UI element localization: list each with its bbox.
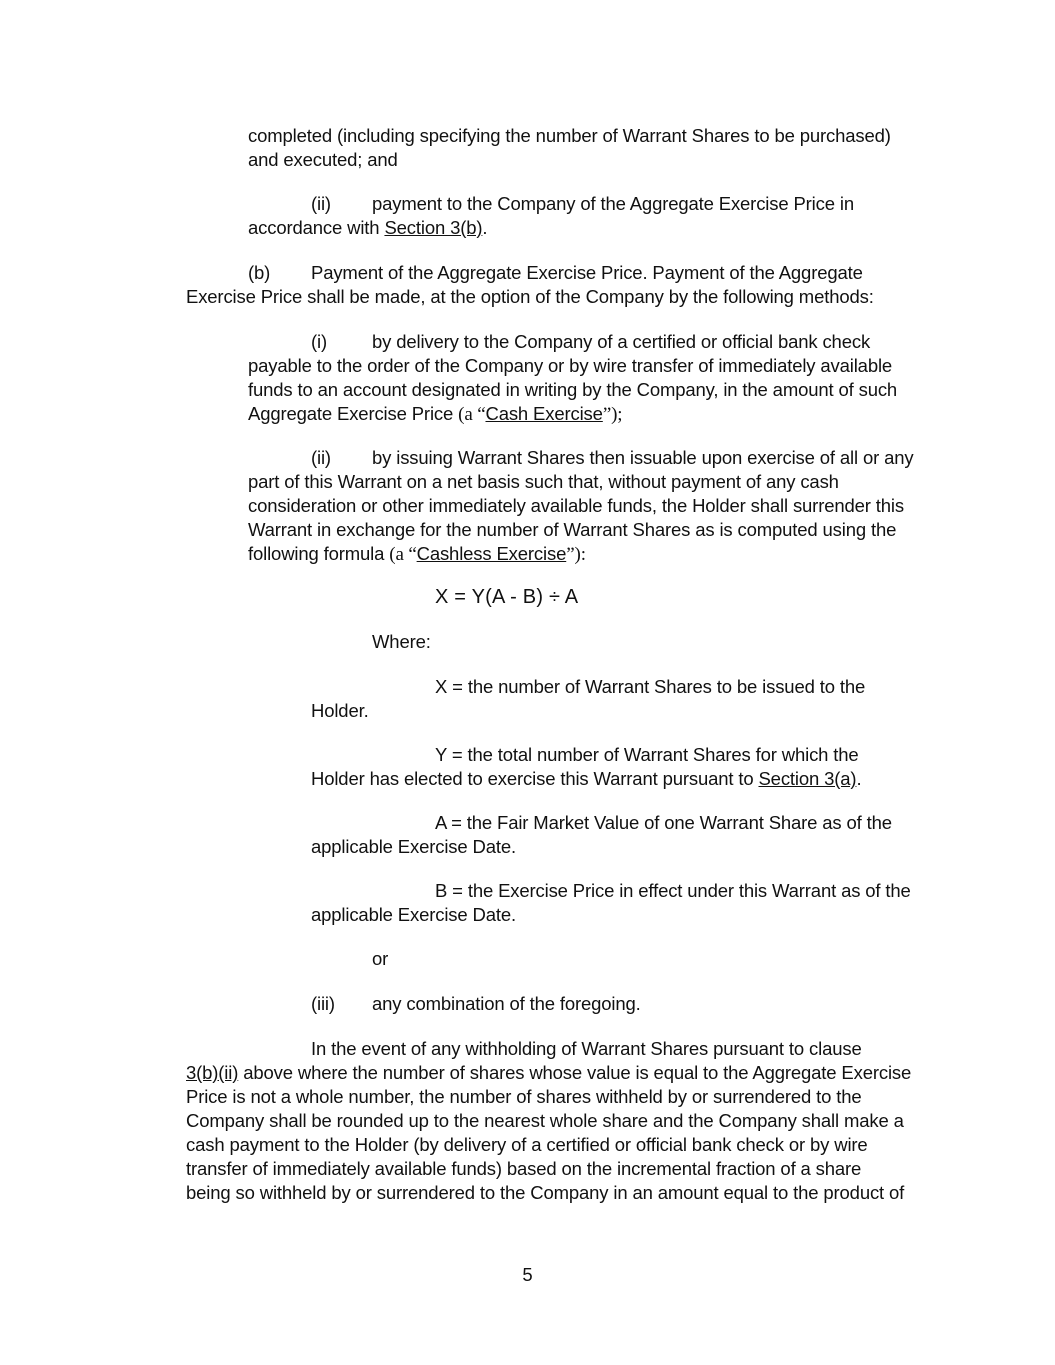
paragraph-line: completed (including specifying the number of Warrant Shares to be purchased) [248,125,891,146]
definition-line: A = the Fair Market Value of one Warrant Share as of the [435,812,892,833]
text-span: (a “ [458,404,486,425]
paragraph-line: cash payment to the Holder (by delivery of a certified or official bank check or by wire [186,1134,868,1155]
paragraph-line [248,402,622,427]
definition-line: applicable Exercise Date. [311,836,516,857]
paragraph-line: any combination of the foregoing. [372,993,641,1014]
text-span: (a “ [389,544,417,565]
text-span: ”); [602,404,623,425]
definition-line: B = the Exercise Price in effect under this Warrant as of the [435,880,911,901]
text-span: ”): [566,544,586,565]
paragraph-line: Exercise Price shall be made, at the option of the Company by the following methods: [186,286,874,307]
where-label: Where: [372,631,431,652]
paragraph-line: part of this Warrant on a net basis such that, without payment of any cash [248,471,839,492]
clause-label: (i) [311,331,327,352]
clause-reference: 3(b)(ii) [186,1062,239,1083]
clause-label: (ii) [311,447,331,468]
section-heading-line: Payment of the Aggregate Exercise Price. Payment of the Aggregate [311,262,863,283]
paragraph-line: by issuing Warrant Shares then issuable upon exercise of all or any [372,447,914,468]
section-reference: Section 3(a) [758,768,857,789]
text-span: above where the number of shares whose value is equal to the Aggregate Exercise [238,1062,912,1083]
text-span: . [482,217,488,238]
section-reference: Section 3(b) [384,217,483,238]
paragraph-line [248,542,586,567]
clause-label: (iii) [311,993,335,1014]
clause-label: (b) [248,262,271,283]
paragraph-line: Warrant in exchange for the number of Warrant Shares as is computed using the [248,519,897,540]
paragraph-line [186,1061,911,1085]
paragraph-line: being so withheld by or surrendered to the Company in an amount equal to the product of [186,1182,905,1203]
definition-line [311,767,861,791]
paragraph-line: payment to the Company of the Aggregate Exercise Price in [372,193,854,214]
paragraph-line: consideration or other immediately available funds, the Holder shall surrender this [248,495,904,516]
definition-line: Holder. [311,700,369,721]
definition-line: X = the number of Warrant Shares to be issued to the [435,676,866,697]
formula: X = Y(A - B) ÷ A [435,586,579,608]
paragraph-line: transfer of immediately available funds) based on the incremental fraction of a share [186,1158,862,1179]
paragraph-line: funds to an account designated in writing by the Company, in the amount of such [248,379,898,400]
page-number: 5 [522,1264,533,1285]
definition-line: Y = the total number of Warrant Shares for which the [435,744,859,765]
text-span: . [856,768,862,789]
text-span: Aggregate Exercise Price [248,403,459,424]
defined-term: Cash Exercise [485,403,603,424]
paragraph-line: and executed; and [248,149,398,170]
text-span: following formula [248,543,390,564]
paragraph-line: payable to the order of the Company or by wire transfer of immediately available [248,355,893,376]
defined-term: Cashless Exercise [416,543,567,564]
paragraph-line: by delivery to the Company of a certified or official bank check [372,331,871,352]
paragraph-line: Price is not a whole number, the number of shares withheld by or surrendered to the [186,1086,862,1107]
text-span: accordance with [248,217,385,238]
paragraph-line: In the event of any withholding of Warrant Shares pursuant to clause [311,1038,862,1059]
clause-label: (ii) [311,193,331,214]
paragraph-line: Company shall be rounded up to the nearest whole share and the Company shall make a [186,1110,904,1131]
text-span: Holder has elected to exercise this Warrant pursuant to [311,768,759,789]
paragraph-line [248,216,487,240]
or-label: or [372,948,389,969]
definition-line: applicable Exercise Date. [311,904,516,925]
